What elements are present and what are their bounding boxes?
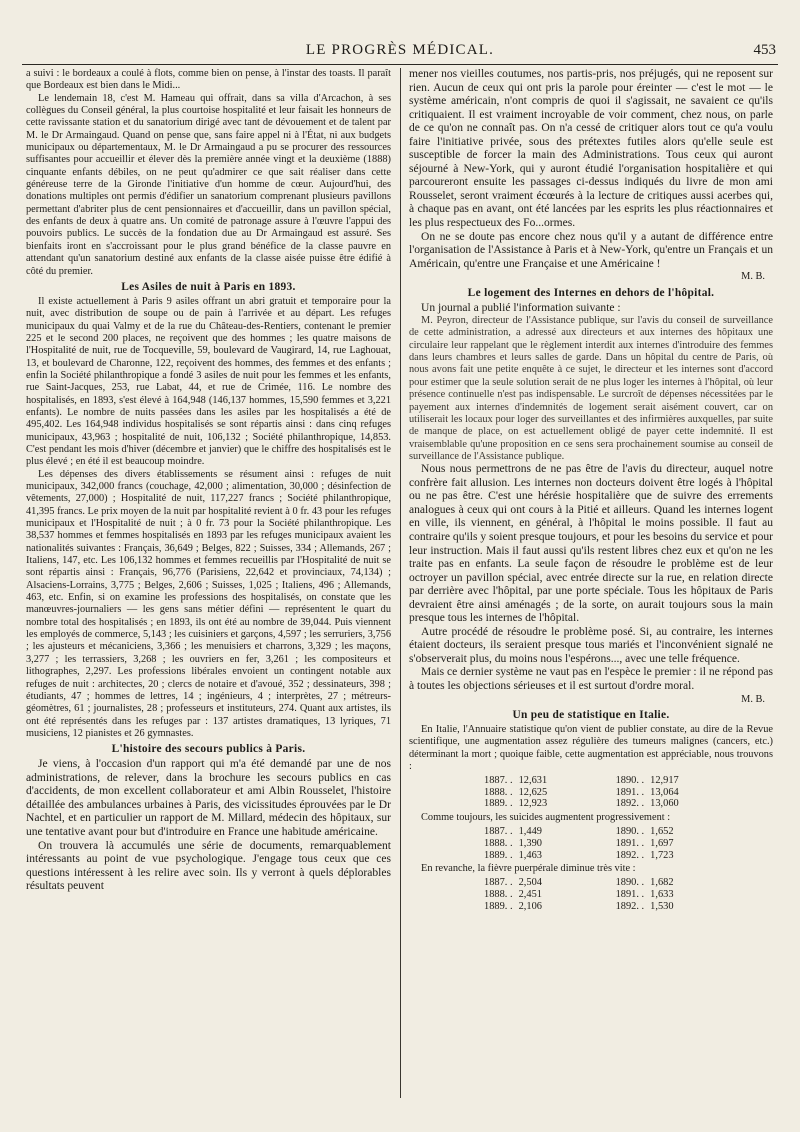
table-cell: 1888. .: [484, 837, 513, 849]
table-cell: 1,530: [650, 900, 674, 912]
table-cell: 12,631: [518, 775, 548, 787]
table-cell: 1887. .: [484, 877, 513, 889]
page-number: 453: [753, 42, 776, 58]
table-row: [481, 787, 682, 799]
paragraph: Un journal a publié l'information suivante :: [421, 301, 621, 314]
table-cell: 1891. .: [615, 889, 645, 901]
paragraph: Il existe actuellement à Paris 9 asiles offrant un abri gratuit et temporaire pour la nuit, avec distribution de soupe ou de pain à l'arrivée et au départ. Les refuges municipaux du quai Valmy et de la rue du Château-des-Rentiers, contenant le premier 225 et le second 200 places, ne reçoivent que des hommes ; les quatre maisons de l'Hospitalité de nuit, rue de Tocqueville, 59, boulevard de Vaugirard, 14, rue Laghouat, 13, et boulevard de Charonne, 122, reçoivent des hommes, des femmes et des enfants ; enfin la Société philanthropique a fondé 3 asiles de nuit pour les femmes et les enfants, rue Saint-Jacques, 253, rue Labat, 44, et rue de Crimée, 116. Le nombre des hospitalisés, en 1893, s'est élevé à 164,948 (146,137 hommes, 15,590 femmes et 3,221 enfants). Le nombre de nuits passées dans les asiles par les hospitalisés a été de 495,402. Les 164,948 individus hospitalisés se sont répartis ainsi : dans cinq refuges municipaux, 43,963 ; hospitalité de nuit, 106,132 ; Société philanthropique, 14,853. C'est pendant les mois d'hiver (décembre et janvier) que le chiffre des hospitalisés est le plus élevé ; en été il est beaucoup moindre.: [26, 295, 391, 468]
table-row: [481, 901, 677, 913]
paragraph: Je viens, à l'occasion d'un rapport qui m'a été demandé par une de nos administrations, de relever, dans la brochure les secours publics en cas d'accidents, de mon excellent collaborateur et ami Albin Rousselet, l'histoire détaillée des ambulances urbaines à Paris, des vicissitudes éprouvées par le Dr Nachtel, et en particulier un rapport de M. Millard, médecin des hôpitaux, sur une tentative avant pour but d'introduire en France une habitude américaine.: [26, 758, 391, 838]
table-row: [481, 826, 677, 838]
paragraph: Autre procédé de résoudre le problème posé. Si, au contraire, les internes étaient docteurs, ils seraient presque tous mariés et l'inconvénient signalé ne s'observerait plus, du moins nous l'espérons..., avec une telle fréquence.: [409, 625, 773, 665]
table-cell: 2,504: [518, 877, 542, 889]
signature: M. B.: [741, 271, 765, 283]
table-cell: 1,633: [650, 889, 674, 901]
section-heading-asiles: Les Asiles de nuit à Paris en 1893.: [121, 280, 296, 293]
table-cell: 13,060: [650, 798, 679, 810]
table-cell: 12,625: [518, 786, 548, 798]
quoted-paragraph: M. Peyron, directeur de l'Assistance publique, sur l'avis du conseil de surveillance de cette administration, a adressé aux directeurs et aux internes des hôpitaux une circulaire leur rappelant que le règlement interdit aux internes d'introduire des femmes dans leurs chambres et leurs salles de garde. Dans un hôpital du centre de Paris, où nous avons fait une petite enquête à ce sujet, le directeur et les internes sont d'accord pour estimer que la seule solution serait de ne plus loger les internes à l'hôpital, où leur présence continuelle n'est pas indispensable. Le surcroît de dépenses nécessitées par le payement aux internes d'indemnités de logement serait aisément couvert, car on utiliserait les locaux pour loger des surveillantes et des infirmières auxquelles, par suite de manque de place, on est actuellement obligé de payer cette indemnité. Il est vraisemblable qu'une proposition en ce sens sera prochainement soumise au conseil de surveillance de l'Assistance publique.: [409, 315, 773, 462]
section-heading-logement: Le logement des Internes en dehors de l'hôpital.: [467, 286, 715, 299]
table-cell: 12,923: [518, 798, 548, 810]
paragraph: On trouvera là accumulés une série de documents, remarquablement intéressants au point de vue psychologique. J'engage tous ceux que ces questions intéressent à les relire avec soin. Ils y verront à quels déplorables résultats peuvent: [26, 839, 391, 893]
paragraph: Le lendemain 18, c'est M. Hameau qui offrait, dans sa villa d'Arcachon, à ses collègues du Conseil général, la plus courtoise hospitalité et leur faisait les honneurs de cette ravissante station et du sanatorium dirigé avec tant de dévouement et de talent par M. le Dr Armaingaud. Quand on pense que, sans faire appel ni à l'État, ni aux budgets municipaux ou départementaux, M. le Dr Armaingaud a pu se procurer des ressources suffisantes pour accueillir et élever dès la première année vingt et la deuxième (1888) cinquante enfants débiles, on ne peut qu'admirer ce que sait réaliser dans cette généreuse terre de la Gironde l'initiative d'un homme de cœur. Aujourd'hui, des donations multiples ont permis d'édifier un sanatorium comprenant plusieurs pavillons permettant d'abriter plus de cent pensionnaires et d'accueillir, dans un pavillon spécial, des enfants de deux à quatre ans. Un comité de patronage assure à l'œuvre l'appui des pouvoirs publics. Le succès de la fondation due au Dr Armaingaud est assuré. Ses bienfaits iront en s'accroissant pour le plus grand bénéfice de la classe pauvre en attendant qu'un sanatorium destiné aux enfants de la classe aisée puisse être édifié à côté du premier.: [26, 92, 391, 277]
page-header: [22, 42, 778, 65]
paragraph: En Italie, l'Annuaire statistique qu'on vient de publier constate, au dire de la Revue scientifique, une augmentation assez régulière des tumeurs malignes (cancers, etc.) déterminant la mort ; quoique faible, cette augmentation est appréciable, nous trouvons :: [409, 723, 773, 772]
right-column: [409, 68, 773, 914]
paragraph: On ne se doute pas encore chez nous qu'il y a autant de différence entre l'organisation de l'Assistance à Paris et à New-York, qu'entre un Français et un Américain, qu'entre une Française et une Américaine !: [409, 230, 773, 270]
table-cell: 1892. .: [615, 798, 645, 810]
table-cell: 1,652: [650, 826, 674, 838]
table-cell: 1889. .: [484, 900, 513, 912]
paragraph: Comme toujours, les suicides augmentent progressivement :: [421, 812, 671, 824]
table-cell: 1,682: [650, 877, 674, 889]
table-cell: 1,449: [518, 826, 542, 838]
table-cell: 1889. .: [484, 849, 513, 861]
column-divider: [400, 68, 401, 1098]
paragraph: mener nos vieilles coutumes, nos partis-pris, nos préjugés, qui ne reposent sur rien. Aucun de ceux qui ont pris la parole pour éreinter — c'est le mot — le système américain, n'ont compris de quoi il s'agissait, ne savaient ce qu'ils critiquaient. Il est vraiment incroyable de voir comment, chez nous, on parle de ce qu'on ne connaît pas. On n'a cessé de critiquer alors tout ce qu'a voulu faire l'initiative privée, sous des prétextes futiles alors qu'elle seule est susceptible de forcer la main des Administrations. Tous ceux qui auront séjourné à New-York, qui y auront étudié l'organisation hospitalière et qui parcoureront ensuite les passages ci-dessus indiqués du livre de mon ami Rousselet, seront vraiment écœurés à la lecture de critiques aussi acerbes qui, à chaque pas en avant, ont été lancées par les esprits les plus réactionnaires et les plus respectueux des Fo...ormes.: [409, 68, 773, 230]
paragraph: a suivi : le bordeaux a coulé à flots, comme bien on pense, à l'instar des toasts. Il paraît que Bordeaux est bien dans le Midi...: [26, 68, 391, 92]
table-cell: 1890. .: [615, 877, 645, 889]
table-row: [481, 889, 677, 901]
table-cell: 1,723: [650, 849, 674, 861]
table-cell: 1888. .: [484, 786, 513, 798]
stats-table-tumeurs: [481, 775, 682, 810]
table-row: [481, 775, 682, 787]
table-cell: 2,106: [518, 900, 542, 912]
stats-table-suicides: [481, 826, 677, 861]
table-cell: 1890. .: [615, 775, 645, 787]
table-cell: 1888. .: [484, 889, 513, 901]
section-heading-secours: L'histoire des secours publics à Paris.: [111, 743, 306, 756]
table-cell: 2,451: [518, 889, 542, 901]
stats-table-fievre: [481, 877, 677, 912]
table-cell: 1887. .: [484, 775, 513, 787]
table-cell: 1887. .: [484, 826, 513, 838]
section-heading-statistique: Un peu de statistique en Italie.: [512, 708, 670, 721]
paragraph: Nous nous permettrons de ne pas être de l'avis du directeur, auquel notre confrère fait allusion. Les internes non docteurs doivent être logés à l'hôpital ou ne pas être. C'est une hérésie hospitalière que de suivre des errements analogues à ceux qui ont cours à la Pitié et ailleurs. Quand les internes logent en ville, ils viennent, en général, à l'hôpital le moins possible. Il faut au contraire qu'ils y soient presque toujours, et pour les besoins du service et pour leur instruction. Mais il faut aussi qu'ils restent libres chez eux et qu'on ne les traite pas en enfants. La seule façon de résoudre le problème est de leur octroyer un pavillon spécial, avec entrée directe sur la rue, en relation directe par derrière avec l'hôpital, par une porte spéciale. Tous les hôpitaux de Paris devraient être ainsi aménagés ; de la sorte, on aurait toujours sous la main presque tous les internes de l'hôpital.: [409, 463, 773, 625]
table-cell: 13,064: [650, 786, 679, 798]
paragraph: Mais ce dernier système ne vaut pas en l'espèce le premier : il ne répond pas à toutes les objections sérieuses et il est surtout d'ordre moral.: [409, 666, 773, 692]
table-cell: 12,917: [650, 775, 679, 787]
table-cell: 1890. .: [615, 826, 645, 838]
table-row: [481, 850, 677, 862]
table-cell: 1,697: [650, 837, 674, 849]
left-column: [26, 68, 391, 894]
table-cell: 1892. .: [615, 849, 645, 861]
table-row: [481, 877, 677, 889]
paragraph: Les dépenses des divers établissements se résument ainsi : refuges de nuit municipaux, 342,000 francs (couchage, 42,000 ; alimentation, 30,000 ; désinfection de vêtements, 27,000) ; Hospitalité de nuit, 117,227 francs ; Société philanthropique, 41,395 francs. Le prix moyen de la nuit par hospitalité revient à 0 fr. 43 pour les refuges municipaux et l'Hospitalité de nuit ; à 0 fr. 73 pour la Société philanthropique. Les 38,537 hommes et femmes hospitalisés en 1893 par les refuges municipaux avaient les nationalités suivantes : Français, 36,649 ; Belges, 822 ; Suisses, 334 ; Allemands, 267 ; Italiens, 147, etc. Les 106,132 hommes et femmes recueillis par l'Hospitalité de nuit se sont répartis ainsi : Français, 96,776 (Parisiens, 22,642 et provinciaux, 74,134) ; Alsaciens-Lorrains, 3,775 ; Belges, 2,606 ; Suisses, 1,025 ; Italiens, 496 ; Allemands, 463, etc. Enfin, si on examine les professions des hospitalisés, on constate que les manœuvres-journaliers — les gens sans métier défini — représentent le quart du nombre total des hospitalisés ; en 1893, ils ont été au nombre de 39,044. Puis viennent les employés de commerce, 5,143 ; les cuisiniers et garçons, 4,597 ; les serruriers, 3,756 ; les ajusteurs et mécaniciens, 3,366 ; les menuisiers et charrons, 3,329 ; les maçons, 3,277 ; les terrassiers, 3,268 ; les ouvriers en fer, 3,261 ; les compositeurs et lithographes, 2,297. Les professions libérales envoient un contingent notable aux refuges de nuit : architectes, 20 ; clercs de notaire et d'avoué, 352 ; dessinateurs, 398 ; étudiants, 47 ; hommes de lettres, 14 ; ingénieurs, 4 ; interprètes, 27 ; métreurs-géomètres, 61 ; journalistes, 28 ; professeurs et instituteurs, 274. Quant aux artistes, ils ont été représentés dans les refuges par : 137 artistes dramatiques, 13 lyriques, 71 musiciens, 12 pianistes et 26 gymnastes.: [26, 468, 391, 739]
journal-title: LE PROGRÈS MÉDICAL.: [305, 42, 495, 58]
table-cell: 1,463: [518, 849, 542, 861]
table-cell: 1,390: [518, 837, 542, 849]
table-row: [481, 838, 677, 850]
table-cell: 1891. .: [615, 786, 645, 798]
paragraph: En revanche, la fièvre puerpérale diminue très vite :: [421, 863, 636, 875]
table-cell: 1891. .: [615, 837, 645, 849]
table-row: [481, 798, 682, 810]
signature: M. B.: [741, 693, 765, 705]
table-cell: 1889. .: [484, 798, 513, 810]
table-cell: 1892. .: [615, 900, 645, 912]
